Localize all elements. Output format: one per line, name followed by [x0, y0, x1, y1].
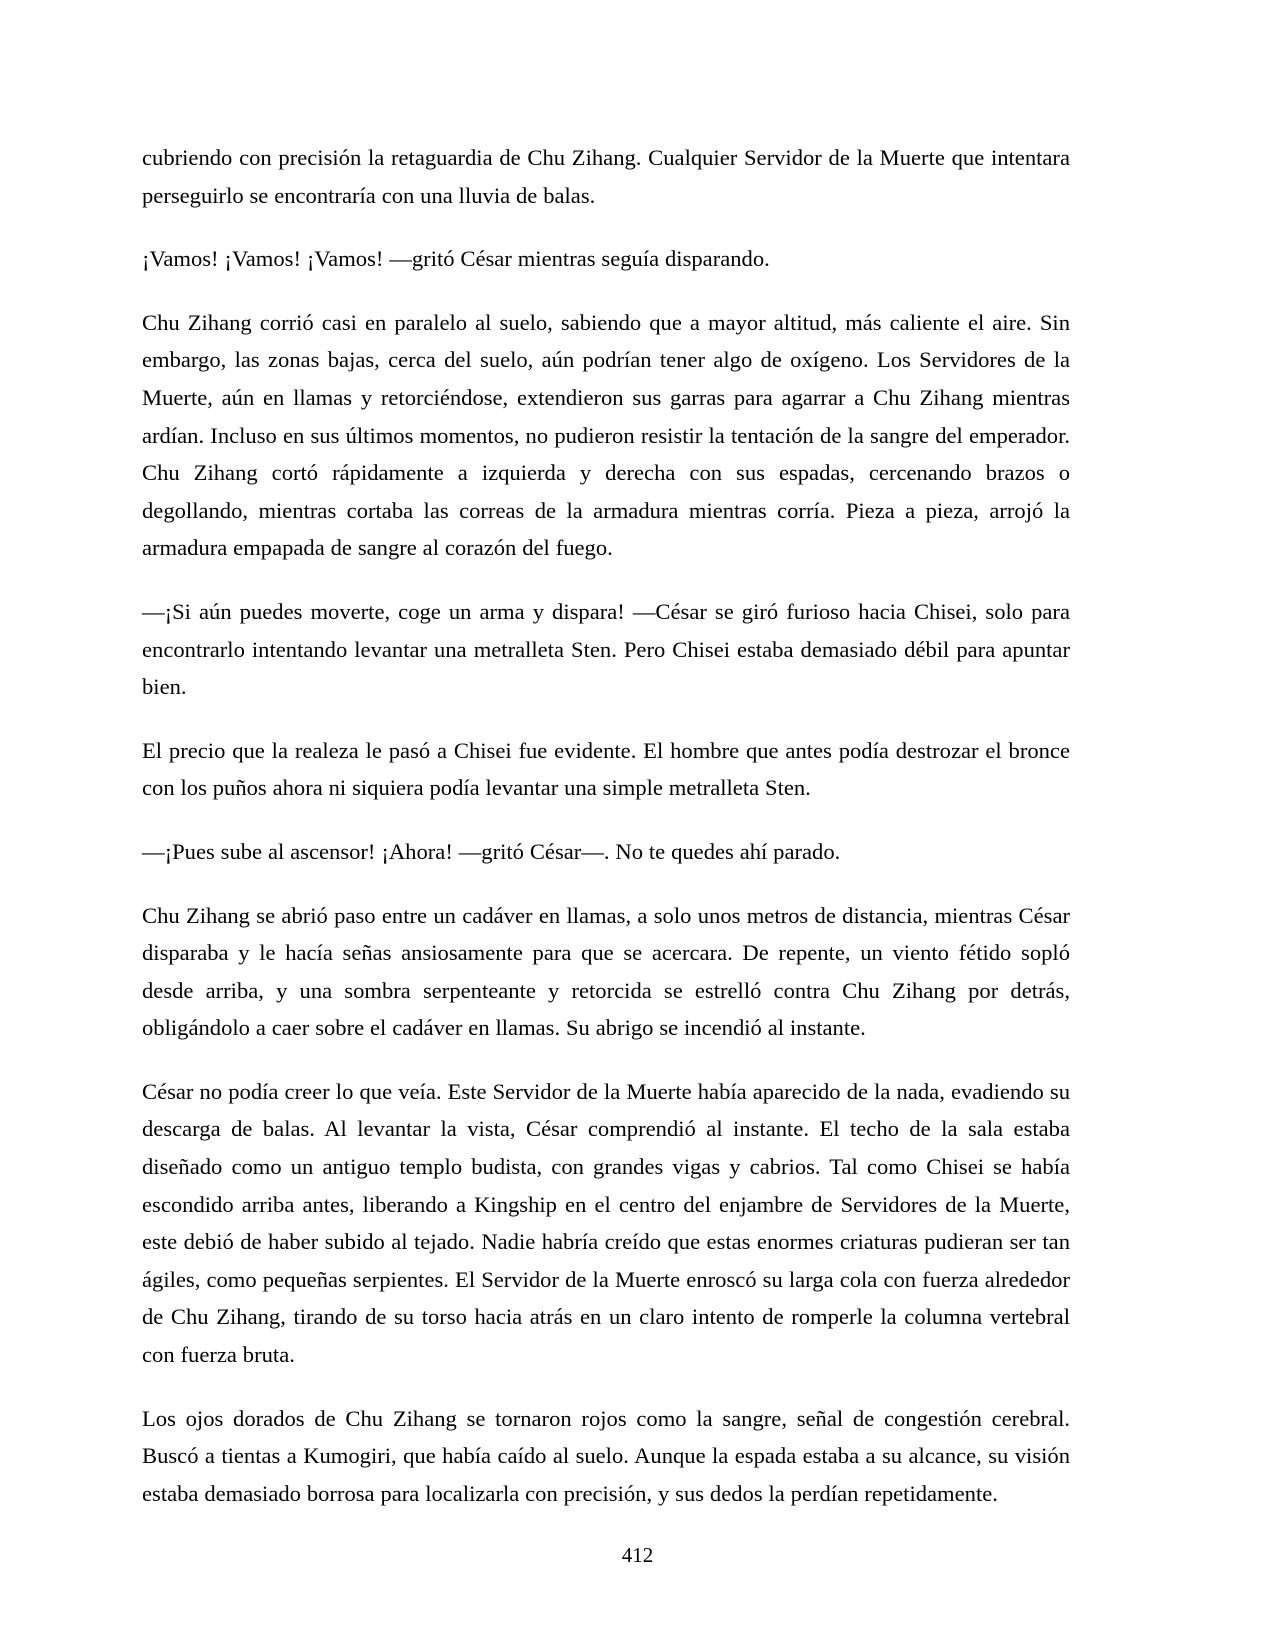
paragraph: César no podía creer lo que veía. Este Servidor de la Muerte había aparecido de la nada, evadiendo su descarga de balas. Al levantar la vista, César comprendió al instante. El techo de la sala estaba diseñado como un antiguo templo budista, con grandes vigas y cabrios. Tal como Chisei se había escondido arriba antes, liberando a Kingship en el centro del enjambre de Servidores de la Muerte, este debió de haber subido al tejado. Nadie habría creído que estas enormes criaturas pudieran ser tan ágiles, como pequeñas serpientes. El Servidor de la Muerte enroscó su larga cola con fuerza alrededor de Chu Zihang, tirando de su torso hacia atrás en un claro intento de romperle la columna vertebral con fuerza bruta. [142, 1078, 1070, 1368]
paragraph: —¡Pues sube al ascensor! ¡Ahora! —gritó César—. No te quedes ahí parado. [142, 838, 841, 864]
paragraph: El precio que la realeza le pasó a Chisei fue evidente. El hombre que antes podía destrozar el bronce con los puños ahora ni siquiera podía levantar una simple metralleta Sten. [142, 737, 1070, 801]
paragraph: Los ojos dorados de Chu Zihang se tornaron rojos como la sangre, señal de congestión cerebral. Buscó a tientas a Kumogiri, que había caído al suelo. Aunque la espada estaba a su alcance, su visión estaba demasiado borrosa para localizarla con precisión, y sus dedos la perdían repetidamente. [142, 1405, 1070, 1506]
body-text-column [142, 139, 1070, 1512]
page-number: 412 [621, 1543, 654, 1567]
paragraph: Chu Zihang se abrió paso entre un cadáver en llamas, a solo unos metros de distancia, mientras César disparaba y le hacía señas ansiosamente para que se acercara. De repente, un viento fétido sopló desde arriba, y una sombra serpenteante y retorcida se estrelló contra Chu Zihang por detrás, obligándolo a caer sobre el cadáver en llamas. Su abrigo se incendió al instante. [142, 902, 1070, 1041]
paragraph: cubriendo con precisión la retaguardia de Chu Zihang. Cualquier Servidor de la Muerte que intentara perseguirlo se encontraría con una lluvia de balas. [142, 145, 1070, 208]
paragraph: —¡Si aún puedes moverte, coge un arma y dispara! —César se giró furioso hacia Chisei, solo para encontrarlo intentando levantar una metralleta Sten. Pero Chisei estaba demasiado débil para apuntar bien. [142, 598, 1070, 700]
paragraph: ¡Vamos! ¡Vamos! ¡Vamos! —gritó César mientras seguía disparando. [142, 246, 770, 272]
paragraph: Chu Zihang corrió casi en paralelo al suelo, sabiendo que a mayor altitud, más caliente el aire. Sin embargo, las zonas bajas, cerca del suelo, aún podrían tener algo de oxígeno. Los Servidores de la Muerte, aún en llamas y retorciéndose, extendieron sus garras para agarrar a Chu Zihang mientras ardían. Incluso en sus últimos momentos, no pudieron resistir la tentación de la sangre del emperador. Chu Zihang cortó rápidamente a izquierda y derecha con sus espadas, cercenando brazos o degollando, mientras cortaba las correas de la armadura mientras corría. Pieza a pieza, arrojó la armadura empapada de sangre al corazón del fuego. [142, 309, 1070, 561]
